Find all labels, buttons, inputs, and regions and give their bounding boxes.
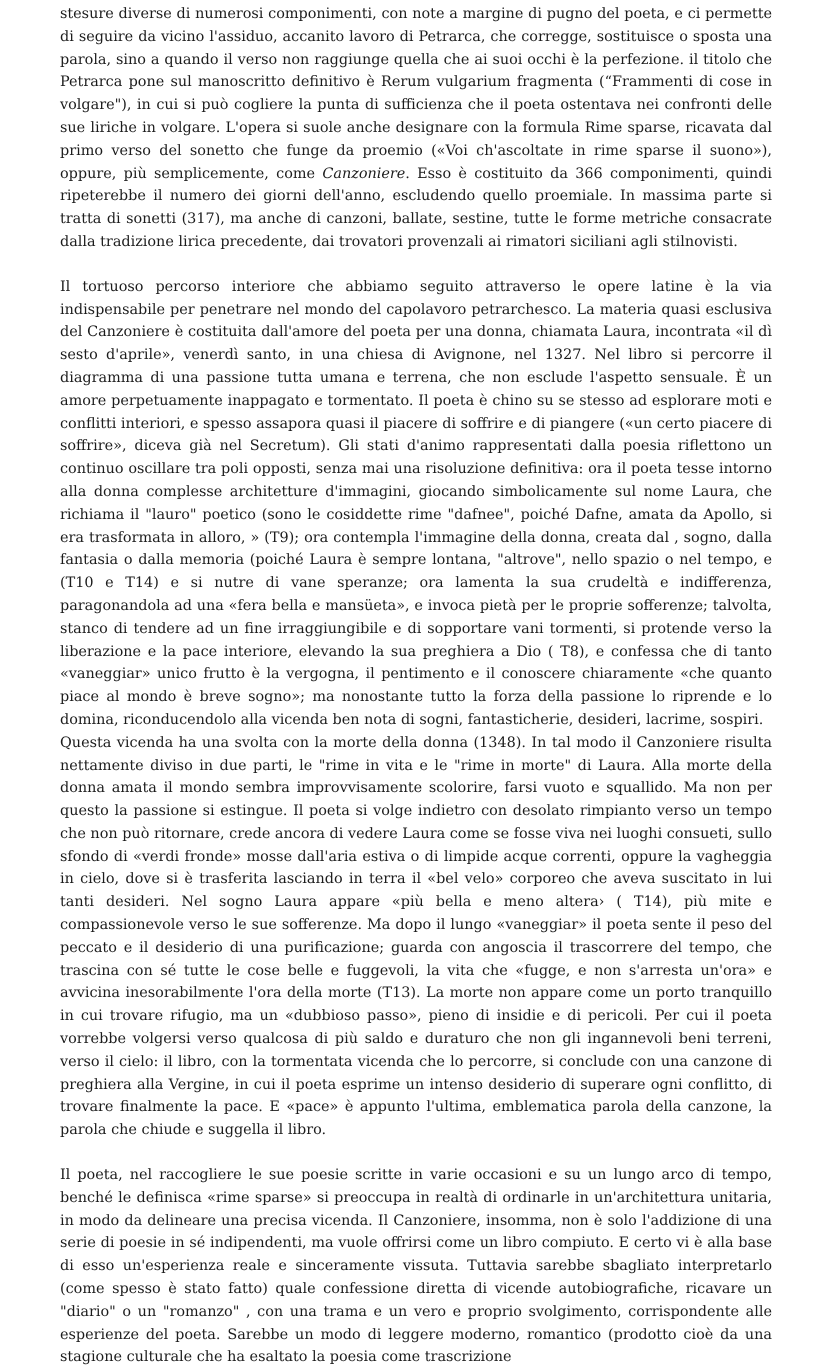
document-page <box>60 0 772 1369</box>
paragraph-3: Questa vicenda ha una svolta con la morte della donna (1348). In tal modo il Canzoniere risulta nettamente diviso in due parti, le "rime in vita e le "rime in morte" di Laura. Alla morte della donna amata il mondo sembra improvvisamente scolorire, farsi vuoto e squallido. Ma non per questo la passione si estingue. Il poeta si volge indietro con desolato rimpianto verso un tempo che non può ritornare, crede ancora di vedere Laura come se fosse viva nei luoghi consueti, sullo sfondo di «verdi fronde» mosse dall'aria estiva o di limpide acque correnti, oppure la vagheggia in cielo, dove si è trasferita lasciando in terra il «bel velo» corporeo che aveva suscitato in lui tanti desideri. Nel sogno Laura appare «più bella e meno altera› ( T14), più mite e compassionevole verso le sue sofferenze. Ma dopo il lungo «vaneggiar» il poeta sente il peso del peccato e il desiderio di una purificazione; guarda con angoscia il trascorrere del tempo, che trascina con sé tutte le cose belle e fuggevoli, la vita che «fugge, e non s'arresta un'ora» e avvicina inesorabilmente l'ora della morte (T13). La morte non appare come un porto tranquillo in cui trovare rifugio, ma un «dubbioso passo», pieno di insidie e di pericoli. Per cui il poeta vorrebbe volgersi verso qualcosa di più saldo e duraturo che non gli ingannevoli beni terreni, verso il cielo: il libro, con la tormentata vicenda che lo percorre, si conclude con una canzone di preghiera alla Vergine, in cui il poeta esprime un intenso desiderio di superare ogni conflitto, di trovare finalmente la pace. E «pace» è appunto l'ultima, emblematica parola della canzone, la parola che chiude e suggella il libro. <box>60 734 772 1139</box>
paragraph-4: Il poeta, nel raccogliere le sue poesie scritte in varie occasioni e su un lungo arco di tempo, benché le definisca «rime sparse» si preoccupa in realtà di ordinarle in un'architettura unitaria, in modo da delineare una precisa vicenda. Il Canzoniere, insomma, non è solo l'addizione di una serie di poesie in sé indipendenti, ma vuole offrirsi come un libro compiuto. E certo vi è alla base di esso un'esperienza reale e sinceramente vissuta. Tuttavia sarebbe sbagliato interpretarlo (come spesso è stato fatto) quale confessione diretta di vicende autobiografiche, ricavare un "diario" o un "romanzo" , con una trama e un vero e proprio svolgimento, corrispondente alle esperienze del poeta. Sarebbe un modo di leggere moderno, romantico (prodotto cioè da una stagione culturale che ha esaltato la poesia come trascrizione <box>60 1167 772 1366</box>
paragraph-1 <box>60 3 772 254</box>
paragraph-1-text-a: stesure diverse di numerosi componimenti, con note a margine di pugno del poeta, e ci permette di seguire da vicino l'assiduo, accanito lavoro di Petrarca, che corregge, sostituisce o sposta una parola, sino a quando il verso non raggiunge quella che ai suoi occhi è la perfezione. il titolo che Petrarca pone sul manoscritto definitivo è Rerum vulgarium fragmenta (“Frammenti di cose in volgare"), in cui si può cogliere la punta di sufficienza che il poeta ostentava nei confronti delle sue liriche in volgare. L'opera si suole anche designare con la formula Rime sparse, ricavata dal primo verso del sonetto che funge da proemio («Voi ch'ascoltate in rime sparse il suono»), oppure, più semplicemente, come <box>60 6 772 182</box>
paragraph-1-text-b: . Esso è costituito da 366 componimenti, quindi ripeterebbe il numero dei giorni dell'anno, escludendo quello proemiale. In massima parte si tratta di sonetti (317), ma anche di canzoni, ballate, sestine, tutte le forme metriche consacrate dalla tradizione lirica precedente, dai trovatori provenzali ai rimatori siciliani agli stilnovisti. <box>60 165 773 250</box>
paragraph-2: Il tortuoso percorso interiore che abbiamo seguito attraverso le opere latine è la via indispensabile per penetrare nel mondo del capolavoro petrarchesco. La materia quasi esclusiva del Canzoniere è costituita dall'amore del poeta per una donna, chiamata Laura, incontrata «il dì sesto d'aprile», venerdì santo, in una chiesa di Avignone, nel 1327. Nel libro si percorre il diagramma di una passione tutta umana e terrena, che non esclude l'aspetto sensuale. È un amore perpetuamente inappagato e tormentato. Il poeta è chino su se stesso ad esplorare moti e conflitti interiori, e spesso assapora quasi il piacere di soffrire e di piangere («un certo piacere di soffrire», diceva già nel Secretum). Gli stati d'animo rappresentati dalla poesia riflettono un continuo oscillare tra poli opposti, senza mai una risoluzione definitiva: ora il poeta tesse intorno alla donna complesse architetture d'immagini, giocando simbolicamente sul nome Laura, che richiama il "lauro" poetico (sono le cosiddette rime "dafnee", poiché Dafne, amata da Apollo, si era trasformata in alloro, » (T9); ora contempla l'immagine della donna, creata dal , sogno, dalla fantasia o dalla memoria (poiché Laura è sempre lontana, "altrove", nello spazio o nel tempo, e (T10 e T14) e si nutre di vane speranze; ora lamenta la sua crudeltà e indifferenza, paragonandola ad una «fera bella e mansüeta», e invoca pietà per le proprie sofferenze; talvolta, stanco di tendere ad un fine irraggiungibile e di sopportare vani tormenti, si protende verso la liberazione e la pace interiore, elevando la sua preghiera a Dio ( T8), e confessa che di tanto «vaneggiar» unico frutto è la vergogna, il pentimento e il conoscere chiaramente «che quanto piace al mondo è breve sogno»; ma nonostante tutto la forza della passione lo riprende e lo domina, riconducendolo alla vicenda ben nota di sogni, fantasticherie, desideri, lacrime, sospiri. <box>60 278 772 728</box>
canzoniere-italic: Canzoniere <box>322 165 406 182</box>
